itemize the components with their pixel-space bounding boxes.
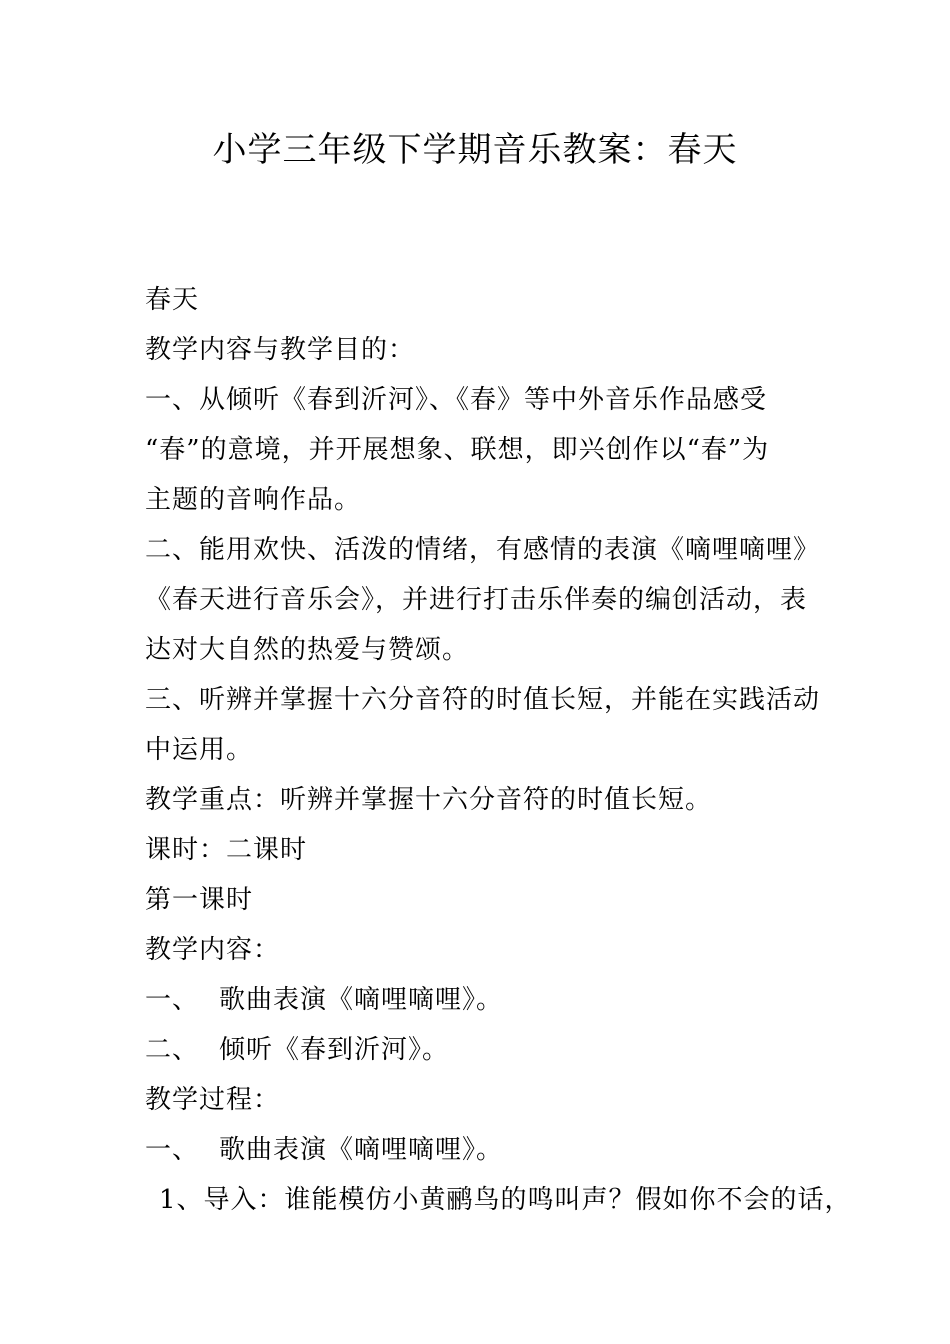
text-line: 第一课时: [145, 885, 254, 915]
text-line: 二、能用欢快、活泼的情绪，有感情的表演《嘀哩嘀哩》: [145, 535, 821, 565]
text-line: 一、从倾听《春到沂河》、《春》等中外音乐作品感受: [145, 385, 768, 415]
list-item-text: 倾听《春到沂河》。: [219, 1035, 450, 1065]
text-line: 达对大自然的热爱与赞颂。: [145, 635, 470, 665]
text-line: “春”的意境，并开展想象、联想，即兴创作以“春”为: [145, 435, 770, 465]
list-marker: 一、: [145, 1135, 200, 1165]
list-marker: 二、: [145, 1035, 200, 1065]
text-line: 课时：二课时: [145, 835, 308, 865]
text-line: 中运用。: [145, 735, 254, 765]
text-line: 三、听辨并掌握十六分音符的时值长短，并能在实践活动: [145, 685, 821, 715]
text-line: 教学内容与教学目的：: [145, 335, 416, 365]
text-line: 教学过程：: [145, 1085, 281, 1115]
text-line: 教学重点：听辨并掌握十六分音符的时值长短。: [145, 785, 713, 815]
list-item: [145, 975, 825, 1025]
text-line: 主题的音响作品。: [145, 485, 362, 515]
document-body: [145, 275, 852, 1225]
list-marker: 一、: [145, 985, 200, 1015]
list-item-text: 歌曲表演《嘀哩嘀哩》。: [219, 1135, 504, 1165]
list-item: [145, 1025, 825, 1075]
text-line: 春天: [145, 285, 200, 315]
list-item-text: 歌曲表演《嘀哩嘀哩》。: [219, 985, 504, 1015]
list-item: [145, 1125, 825, 1175]
text-line: 1、导入：谁能模仿小黄鹂鸟的鸣叫声？假如你不会的话，: [159, 1185, 852, 1215]
text-line: 《春天进行音乐会》，并进行打击乐伴奏的编创活动，表: [145, 585, 808, 615]
text-line: 教学内容：: [145, 935, 281, 965]
document-title: 小学三年级下学期音乐教案：春天: [212, 130, 738, 170]
